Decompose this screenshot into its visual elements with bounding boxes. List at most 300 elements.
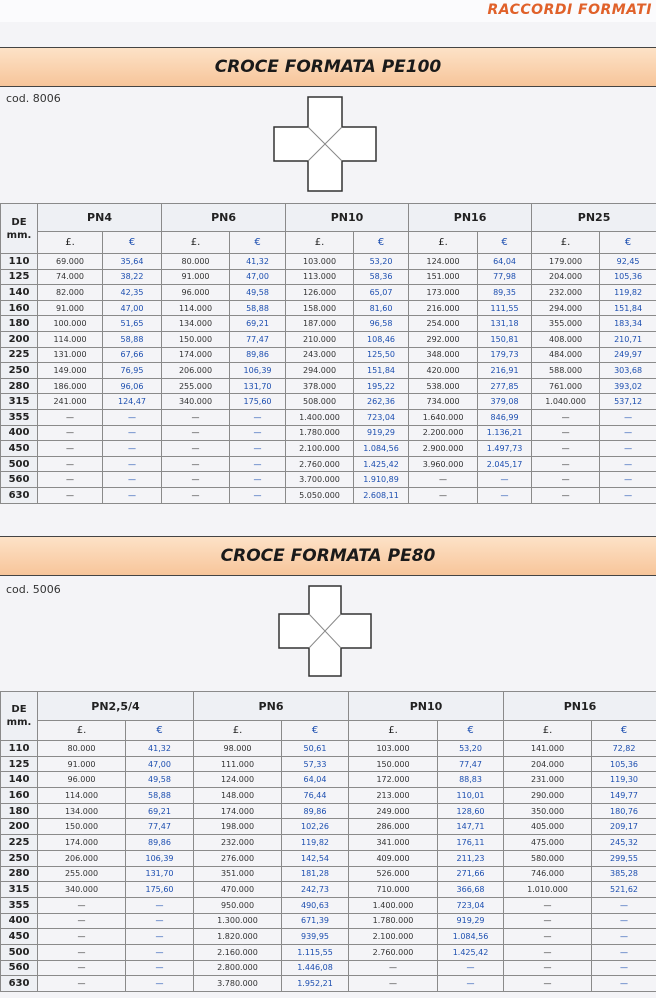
- price-euro-cell: —: [126, 897, 194, 913]
- price-euro-cell: 245,32: [592, 835, 656, 851]
- price-euro-cell: —: [103, 441, 162, 457]
- pe80-price-table: [0, 691, 656, 992]
- diameter-cell: 160: [1, 788, 38, 804]
- price-lire-cell: —: [504, 929, 592, 945]
- price-euro-cell: —: [230, 472, 286, 488]
- price-lire-cell: 420.000: [409, 363, 478, 379]
- price-euro-cell: —: [126, 960, 194, 976]
- price-lire-cell: —: [38, 944, 126, 960]
- price-lire-cell: 351.000: [194, 866, 282, 882]
- price-euro-cell: 210,71: [600, 331, 656, 347]
- price-euro-cell: 1.425,42: [354, 456, 409, 472]
- price-lire-cell: 96.000: [38, 772, 126, 788]
- price-euro-cell: 1.497,73: [478, 441, 532, 457]
- price-lire-cell: —: [162, 409, 230, 425]
- price-euro-cell: 379,08: [478, 394, 532, 410]
- diameter-cell: 250: [1, 363, 38, 379]
- table-row: [1, 269, 656, 285]
- price-lire-cell: —: [504, 944, 592, 960]
- price-lire-cell: 141.000: [504, 741, 592, 757]
- price-lire-cell: 294.000: [532, 300, 600, 316]
- price-euro-cell: —: [600, 456, 656, 472]
- price-lire-cell: —: [38, 897, 126, 913]
- diameter-cell: 400: [1, 913, 38, 929]
- price-lire-cell: 150.000: [349, 756, 438, 772]
- price-euro-cell: 195,22: [354, 378, 409, 394]
- table-row: [1, 944, 656, 960]
- price-lire-cell: 149.000: [38, 363, 103, 379]
- table-row: [1, 472, 656, 488]
- price-euro-cell: 271,66: [438, 866, 504, 882]
- price-lire-cell: 111.000: [194, 756, 282, 772]
- price-lire-cell: 5.050.000: [286, 487, 354, 503]
- table-row: [1, 960, 656, 976]
- price-lire-cell: —: [504, 897, 592, 913]
- diameter-cell: 500: [1, 456, 38, 472]
- diameter-cell: 280: [1, 866, 38, 882]
- table-row: [1, 913, 656, 929]
- section-tag: RACCORDI FORMATI: [487, 2, 652, 18]
- euro-unit-header: €: [438, 721, 504, 741]
- price-lire-cell: 198.000: [194, 819, 282, 835]
- price-lire-cell: 124.000: [409, 254, 478, 270]
- price-lire-cell: —: [349, 960, 438, 976]
- price-lire-cell: 179.000: [532, 254, 600, 270]
- table-row: [1, 347, 656, 363]
- price-lire-cell: 98.000: [194, 741, 282, 757]
- price-lire-cell: 746.000: [504, 866, 592, 882]
- price-lire-cell: 151.000: [409, 269, 478, 285]
- price-euro-cell: —: [600, 409, 656, 425]
- diameter-cell: 140: [1, 285, 38, 301]
- price-lire-cell: 580.000: [504, 850, 592, 866]
- price-euro-cell: 175,60: [230, 394, 286, 410]
- price-lire-cell: 3.780.000: [194, 976, 282, 992]
- price-lire-cell: 1.010.000: [504, 882, 592, 898]
- diameter-cell: 630: [1, 976, 38, 992]
- euro-unit-header: €: [282, 721, 349, 741]
- lire-unit-header: £.: [409, 232, 478, 254]
- group-header: PN10: [349, 692, 504, 721]
- price-lire-cell: 243.000: [286, 347, 354, 363]
- price-lire-cell: 538.000: [409, 378, 478, 394]
- price-euro-cell: 106,39: [126, 850, 194, 866]
- price-euro-cell: 64,04: [478, 254, 532, 270]
- price-euro-cell: 249,97: [600, 347, 656, 363]
- price-lire-cell: 408.000: [532, 331, 600, 347]
- price-lire-cell: 213.000: [349, 788, 438, 804]
- price-euro-cell: —: [103, 472, 162, 488]
- diameter-cell: 140: [1, 772, 38, 788]
- pe80-code: cod. 5006: [6, 583, 61, 596]
- diameter-cell: 200: [1, 331, 38, 347]
- price-lire-cell: 114.000: [162, 300, 230, 316]
- de-header: [1, 692, 38, 741]
- price-euro-cell: —: [592, 929, 656, 945]
- price-lire-cell: 1.300.000: [194, 913, 282, 929]
- price-lire-cell: —: [504, 976, 592, 992]
- price-euro-cell: —: [103, 456, 162, 472]
- price-euro-cell: 385,28: [592, 866, 656, 882]
- price-lire-cell: 210.000: [286, 331, 354, 347]
- price-euro-cell: 919,29: [438, 913, 504, 929]
- price-euro-cell: 723,04: [438, 897, 504, 913]
- price-lire-cell: 1.820.000: [194, 929, 282, 945]
- price-lire-cell: 3.700.000: [286, 472, 354, 488]
- price-lire-cell: 340.000: [38, 882, 126, 898]
- price-lire-cell: 82.000: [38, 285, 103, 301]
- lire-unit-header: £.: [349, 721, 438, 741]
- price-lire-cell: —: [532, 441, 600, 457]
- diameter-cell: 500: [1, 944, 38, 960]
- price-euro-cell: —: [592, 897, 656, 913]
- price-euro-cell: 1.952,21: [282, 976, 349, 992]
- price-euro-cell: 35,64: [103, 254, 162, 270]
- price-lire-cell: —: [532, 487, 600, 503]
- price-lire-cell: —: [532, 472, 600, 488]
- diameter-cell: 110: [1, 254, 38, 270]
- group-header: PN6: [162, 204, 286, 232]
- price-lire-cell: 1.640.000: [409, 409, 478, 425]
- price-euro-cell: 77,98: [478, 269, 532, 285]
- lire-unit-header: £.: [38, 721, 126, 741]
- price-lire-cell: 206.000: [38, 850, 126, 866]
- price-lire-cell: 150.000: [38, 819, 126, 835]
- price-euro-cell: 92,45: [600, 254, 656, 270]
- price-euro-cell: 58,88: [230, 300, 286, 316]
- price-euro-cell: 1.425,42: [438, 944, 504, 960]
- diameter-cell: 180: [1, 316, 38, 332]
- price-lire-cell: 470.000: [194, 882, 282, 898]
- price-euro-cell: 69,21: [126, 803, 194, 819]
- price-euro-cell: —: [126, 913, 194, 929]
- diameter-cell: 225: [1, 835, 38, 851]
- price-euro-cell: 147,71: [438, 819, 504, 835]
- diameter-cell: 315: [1, 394, 38, 410]
- price-lire-cell: 172.000: [349, 772, 438, 788]
- diameter-cell: 180: [1, 803, 38, 819]
- price-lire-cell: —: [504, 960, 592, 976]
- price-lire-cell: —: [38, 913, 126, 929]
- price-euro-cell: 47,00: [103, 300, 162, 316]
- price-lire-cell: —: [162, 456, 230, 472]
- price-euro-cell: —: [592, 960, 656, 976]
- price-lire-cell: 74.000: [38, 269, 103, 285]
- group-header: PN16: [504, 692, 656, 721]
- price-lire-cell: 124.000: [194, 772, 282, 788]
- price-lire-cell: —: [409, 472, 478, 488]
- euro-unit-header: €: [126, 721, 194, 741]
- price-lire-cell: —: [349, 976, 438, 992]
- price-lire-cell: 409.000: [349, 850, 438, 866]
- group-header: PN4: [38, 204, 162, 232]
- price-lire-cell: —: [38, 929, 126, 945]
- cross-fitting-icon: [273, 96, 377, 192]
- price-euro-cell: 1.115,55: [282, 944, 349, 960]
- lire-unit-header: £.: [162, 232, 230, 254]
- price-lire-cell: 100.000: [38, 316, 103, 332]
- price-euro-cell: 366,68: [438, 882, 504, 898]
- table-row: [1, 788, 656, 804]
- price-euro-cell: 1.446,08: [282, 960, 349, 976]
- price-euro-cell: —: [230, 441, 286, 457]
- price-lire-cell: 405.000: [504, 819, 592, 835]
- price-euro-cell: 2.045,17: [478, 456, 532, 472]
- price-lire-cell: 255.000: [38, 866, 126, 882]
- price-euro-cell: —: [478, 487, 532, 503]
- price-euro-cell: 277,85: [478, 378, 532, 394]
- lire-unit-header: £.: [38, 232, 103, 254]
- de-header: [1, 204, 38, 254]
- table-row: [1, 363, 656, 379]
- price-euro-cell: —: [230, 425, 286, 441]
- euro-unit-header: €: [354, 232, 409, 254]
- price-euro-cell: 537,12: [600, 394, 656, 410]
- price-lire-cell: 113.000: [286, 269, 354, 285]
- price-euro-cell: 1.136,21: [478, 425, 532, 441]
- price-lire-cell: 341.000: [349, 835, 438, 851]
- price-euro-cell: 57,33: [282, 756, 349, 772]
- price-euro-cell: —: [230, 456, 286, 472]
- price-euro-cell: 76,95: [103, 363, 162, 379]
- price-lire-cell: —: [38, 960, 126, 976]
- group-header: PN10: [286, 204, 409, 232]
- diameter-cell: 355: [1, 409, 38, 425]
- price-euro-cell: 105,36: [592, 756, 656, 772]
- price-lire-cell: 2.800.000: [194, 960, 282, 976]
- group-header: PN2,5/4: [38, 692, 194, 721]
- price-euro-cell: 76,44: [282, 788, 349, 804]
- price-lire-cell: 2.900.000: [409, 441, 478, 457]
- price-euro-cell: 50,61: [282, 741, 349, 757]
- price-lire-cell: 232.000: [194, 835, 282, 851]
- diameter-cell: 315: [1, 882, 38, 898]
- price-euro-cell: 151,84: [354, 363, 409, 379]
- price-lire-cell: 3.960.000: [409, 456, 478, 472]
- price-lire-cell: 91.000: [38, 300, 103, 316]
- table-row: [1, 882, 656, 898]
- price-euro-cell: 49,58: [230, 285, 286, 301]
- price-euro-cell: 58,88: [126, 788, 194, 804]
- price-euro-cell: 41,32: [126, 741, 194, 757]
- price-lire-cell: 204.000: [504, 756, 592, 772]
- price-lire-cell: 158.000: [286, 300, 354, 316]
- price-euro-cell: 299,55: [592, 850, 656, 866]
- euro-unit-header: €: [600, 232, 656, 254]
- price-lire-cell: 1.780.000: [286, 425, 354, 441]
- price-lire-cell: 2.200.000: [409, 425, 478, 441]
- price-euro-cell: 89,86: [230, 347, 286, 363]
- price-euro-cell: 111,55: [478, 300, 532, 316]
- table-row: [1, 819, 656, 835]
- price-euro-cell: 124,47: [103, 394, 162, 410]
- price-euro-cell: 105,36: [600, 269, 656, 285]
- price-euro-cell: 88,83: [438, 772, 504, 788]
- price-euro-cell: 102,26: [282, 819, 349, 835]
- diameter-cell: 125: [1, 756, 38, 772]
- price-lire-cell: —: [532, 425, 600, 441]
- diameter-cell: 560: [1, 960, 38, 976]
- group-header: PN6: [194, 692, 349, 721]
- price-euro-cell: 53,20: [438, 741, 504, 757]
- price-euro-cell: 175,60: [126, 882, 194, 898]
- price-euro-cell: —: [600, 472, 656, 488]
- diameter-cell: 250: [1, 850, 38, 866]
- price-euro-cell: 179,73: [478, 347, 532, 363]
- table-row: [1, 850, 656, 866]
- price-lire-cell: 475.000: [504, 835, 592, 851]
- price-lire-cell: 276.000: [194, 850, 282, 866]
- price-lire-cell: 206.000: [162, 363, 230, 379]
- price-lire-cell: 114.000: [38, 331, 103, 347]
- table-row: [1, 425, 656, 441]
- price-lire-cell: 2.160.000: [194, 944, 282, 960]
- table-row: [1, 378, 656, 394]
- price-euro-cell: 242,73: [282, 882, 349, 898]
- price-lire-cell: 290.000: [504, 788, 592, 804]
- price-euro-cell: 77,47: [438, 756, 504, 772]
- table-row: [1, 331, 656, 347]
- euro-unit-header: €: [103, 232, 162, 254]
- de-label: DE mm.: [6, 704, 32, 728]
- price-euro-cell: 47,00: [126, 756, 194, 772]
- table-row: [1, 456, 656, 472]
- euro-unit-header: €: [230, 232, 286, 254]
- price-lire-cell: —: [38, 441, 103, 457]
- pe100-price-table: [0, 203, 656, 504]
- table-row: [1, 835, 656, 851]
- price-euro-cell: 125,50: [354, 347, 409, 363]
- price-lire-cell: 378.000: [286, 378, 354, 394]
- table-row: [1, 254, 656, 270]
- price-lire-cell: —: [504, 913, 592, 929]
- table-row: [1, 741, 656, 757]
- price-euro-cell: 51,65: [103, 316, 162, 332]
- price-euro-cell: 89,35: [478, 285, 532, 301]
- price-euro-cell: 69,21: [230, 316, 286, 332]
- price-lire-cell: 255.000: [162, 378, 230, 394]
- price-euro-cell: 53,20: [354, 254, 409, 270]
- price-lire-cell: —: [38, 425, 103, 441]
- price-euro-cell: —: [592, 976, 656, 992]
- price-euro-cell: —: [126, 929, 194, 945]
- diameter-cell: 280: [1, 378, 38, 394]
- price-lire-cell: 526.000: [349, 866, 438, 882]
- price-euro-cell: 41,32: [230, 254, 286, 270]
- table-row: [1, 285, 656, 301]
- lire-unit-header: £.: [532, 232, 600, 254]
- price-lire-cell: 950.000: [194, 897, 282, 913]
- price-euro-cell: 131,70: [126, 866, 194, 882]
- price-lire-cell: 588.000: [532, 363, 600, 379]
- price-euro-cell: —: [103, 409, 162, 425]
- table-row: [1, 866, 656, 882]
- price-euro-cell: 42,35: [103, 285, 162, 301]
- table-row: [1, 316, 656, 332]
- price-euro-cell: —: [103, 425, 162, 441]
- price-lire-cell: —: [38, 409, 103, 425]
- price-euro-cell: —: [230, 409, 286, 425]
- price-euro-cell: 49,58: [126, 772, 194, 788]
- price-euro-cell: —: [438, 976, 504, 992]
- price-lire-cell: 2.100.000: [286, 441, 354, 457]
- price-lire-cell: 2.760.000: [286, 456, 354, 472]
- price-lire-cell: —: [38, 472, 103, 488]
- price-euro-cell: 72,82: [592, 741, 656, 757]
- price-euro-cell: 151,84: [600, 300, 656, 316]
- price-euro-cell: 89,86: [126, 835, 194, 851]
- price-euro-cell: 89,86: [282, 803, 349, 819]
- price-lire-cell: 96.000: [162, 285, 230, 301]
- price-euro-cell: 77,47: [230, 331, 286, 347]
- price-lire-cell: —: [162, 425, 230, 441]
- price-euro-cell: —: [600, 441, 656, 457]
- price-lire-cell: 69.000: [38, 254, 103, 270]
- price-euro-cell: 846,99: [478, 409, 532, 425]
- price-lire-cell: 173.000: [409, 285, 478, 301]
- price-lire-cell: 294.000: [286, 363, 354, 379]
- price-lire-cell: 216.000: [409, 300, 478, 316]
- table-row: [1, 897, 656, 913]
- table-row: [1, 394, 656, 410]
- diameter-cell: 400: [1, 425, 38, 441]
- price-lire-cell: 174.000: [162, 347, 230, 363]
- price-euro-cell: 131,18: [478, 316, 532, 332]
- price-euro-cell: 2.608,11: [354, 487, 409, 503]
- lire-unit-header: £.: [194, 721, 282, 741]
- diameter-cell: 110: [1, 741, 38, 757]
- price-euro-cell: 262,36: [354, 394, 409, 410]
- price-lire-cell: —: [38, 487, 103, 503]
- lire-unit-header: £.: [504, 721, 592, 741]
- price-lire-cell: 710.000: [349, 882, 438, 898]
- price-euro-cell: 119,82: [600, 285, 656, 301]
- table-row: [1, 772, 656, 788]
- price-lire-cell: 1.400.000: [286, 409, 354, 425]
- price-lire-cell: 254.000: [409, 316, 478, 332]
- price-lire-cell: 761.000: [532, 378, 600, 394]
- cross-fitting-icon: [278, 585, 372, 677]
- price-euro-cell: —: [600, 487, 656, 503]
- price-lire-cell: 286.000: [349, 819, 438, 835]
- table-row: [1, 929, 656, 945]
- pe100-code: cod. 8006: [6, 92, 61, 105]
- table-row: [1, 441, 656, 457]
- price-lire-cell: 91.000: [162, 269, 230, 285]
- price-lire-cell: 103.000: [349, 741, 438, 757]
- price-lire-cell: 187.000: [286, 316, 354, 332]
- price-euro-cell: 58,88: [103, 331, 162, 347]
- price-euro-cell: 96,58: [354, 316, 409, 332]
- diameter-cell: 225: [1, 347, 38, 363]
- price-euro-cell: 180,76: [592, 803, 656, 819]
- price-euro-cell: 521,62: [592, 882, 656, 898]
- price-lire-cell: —: [532, 409, 600, 425]
- price-euro-cell: 142,54: [282, 850, 349, 866]
- price-euro-cell: —: [103, 487, 162, 503]
- price-euro-cell: 671,39: [282, 913, 349, 929]
- table-row: [1, 300, 656, 316]
- price-euro-cell: —: [600, 425, 656, 441]
- price-euro-cell: 106,39: [230, 363, 286, 379]
- price-euro-cell: 119,82: [282, 835, 349, 851]
- price-lire-cell: —: [162, 487, 230, 503]
- price-lire-cell: 131.000: [38, 347, 103, 363]
- price-euro-cell: 176,11: [438, 835, 504, 851]
- table-row: [1, 409, 656, 425]
- price-lire-cell: 2.100.000: [349, 929, 438, 945]
- price-euro-cell: 131,70: [230, 378, 286, 394]
